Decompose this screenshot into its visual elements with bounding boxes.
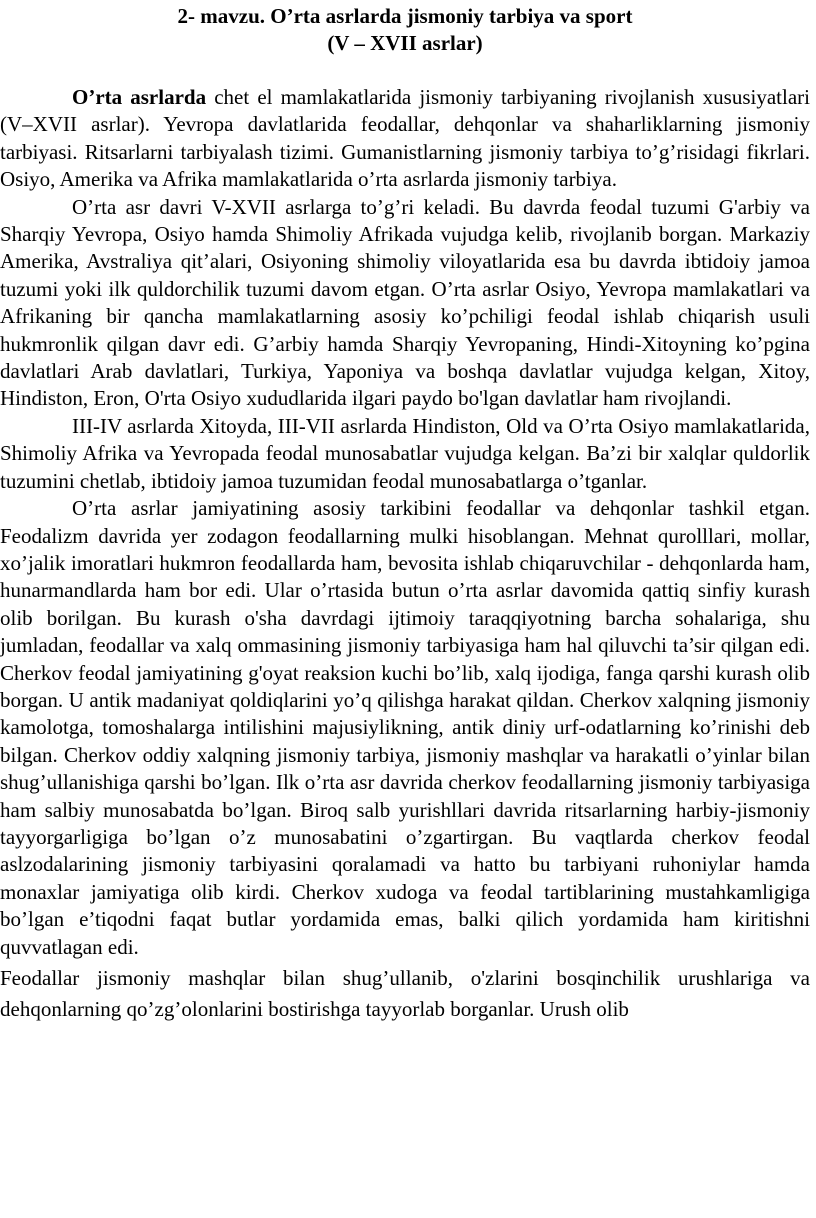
intro-bold-lead: O’rta asrlarda (72, 85, 207, 109)
title-line-period: (V – XVII asrlar) (327, 31, 483, 55)
intro-text: chet el mamlakatlarida jismoniy tarbiyaning rivojlanish xususiyatlari (V–XVII asrlar). Yevropa davlatlarida feodallar, dehqonlar va shaharliklarning jismoniy tarbiyasi. Ritsarlarni tarbiyalash tizimi. Gumanistlarning jismoniy tarbiya to’g’risidagi fikrlari. Osiyo, Amerika va Afrika mamlakatlarida o’rta asrlarda jismoniy tarbiya. (0, 85, 810, 192)
paragraph-period-overview: O’rta asr davri V-XVII asrlarga to’g’ri keladi. Bu davrda feodal tuzumi G'arbiy va Sharqiy Yevropa, Osiyo hamda Shimoliy Afrikada vujudga kelib, rivojlanib borgan. Markaziy Amerika, Avstraliya qit’alari, Osiyoning shimoliy viloyatlarida esa bu davrda ibtidoiy jamoa tuzumi yoki ilk quldorchilik tuzumi davom etgan. O’rta asrlar Osiyo, Yevropa mamlakatlari va Afrikaning bir qancha mamlakatlarning asosiy ko’pchiligi feodal ishlab chiqarish usuli hukmronlik qilgan davr edi. G’arbiy hamda Sharqiy Yevropaning, Hindi-Xitoyning ko’pgina davlatlari Arab davlatlari, Turkiya, Yaponiya va boshqa davlatlar vujudga kelgan, Xitoy, Hindiston, Eron, O'rta Osiyo xududlarida ilgari paydo bo'lgan davlatlar ham rivojlandi. (0, 194, 810, 411)
document-body (0, 84, 810, 1025)
document-title (0, 3, 810, 57)
paragraph-intro (0, 84, 810, 194)
paragraph-feudal-origins: III-IV asrlarda Xitoyda, III-VII asrlarda Hindiston, Old va O’rta Osiyo mamlakatlarida, Shimoliy Afrika va Yevropada feodal munosabatlar vujudga kelgan. Ba’zi bir xalqlar quldorlik tuzumini chetlab, ibtidoiy jamoa tuzumidan feodal munosabatlarga o’tganlar. (0, 413, 810, 493)
title-line-topic: 2- mavzu. O’rta asrlarda jismoniy tarbiya va sport (177, 4, 633, 28)
paragraph-society-church: O’rta asrlar jamiyatining asosiy tarkibini feodallar va dehqonlar tashkil etgan. Feodalizm davrida yer zodagon feodallarning mulki hisoblangan. Mehnat qurolllari, mollar, xo’jalik imoratlari hukmron feodallarda ham, bevosita ishlab chiqaruvchilar - dehqonlarda ham, hunarmandlarda ham bor edi. Ular o’rtasida butun o’rta asrlar davomida qattiq sinfiy kurash olib borilgan. Bu kurash o'sha davrdagi ijtimoiy taraqqiyotning barcha sohalariga, shu jumladan, feodallar va xalq ommasining jismoniy tarbiyasiga ham hal qiluvchi ta’sir qilgan edi. Cherkov feodal jamiyatining g'oyat reaksion kuchi bo’lib, xalq ijodiga, fanga qarshi kurash olib borgan. U antik madaniyat qoldiqlarini yo’q qilishga harakat qildan. Cherkov xalqning jismoniy kamolotga, tomoshalarga intilishini majusiylikning, antik diniy urf-odatlarning ko’rinishi deb bilgan. Cherkov oddiy xalqning jismoniy tarbiya, jismoniy mashqlar va harakatli o’yinlar bilan shug’ullanishiga qarshi bo’lgan. Ilk o’rta asr davrida cherkov feodallarning jismoniy tarbiyasiga ham salbiy munosabatda bo’lgan. Biroq salb yurishllari davrida ritsarlarning harbiy-jismoniy tayyorgarligiga bo’lgan o’z munosabatini o’zgartirgan. Bu vaqtlarda cherkov feodal aslzodalarining jismoniy tarbiyasini qoralamadi va hatto bu tarbiyani ruhoniylar hamda monaxlar jamiyatiga olib kirdi. Cherkov xudoga va feodal tartiblarining mustahkamligiga bo’lgan e’tiqodni faqat butlar yordamida emas, balki qilich yordamida ham kiritishni quvvatlagan edi. (0, 496, 810, 959)
paragraph-feudal-exercises: Feodallar jismoniy mashqlar bilan shug’ullanib, o'zlarini bosqinchilik urushlariga va dehqonlarning qo’zg’olonlarini bostirishga tayyorlab borganlar. Urush olib (0, 966, 810, 1021)
